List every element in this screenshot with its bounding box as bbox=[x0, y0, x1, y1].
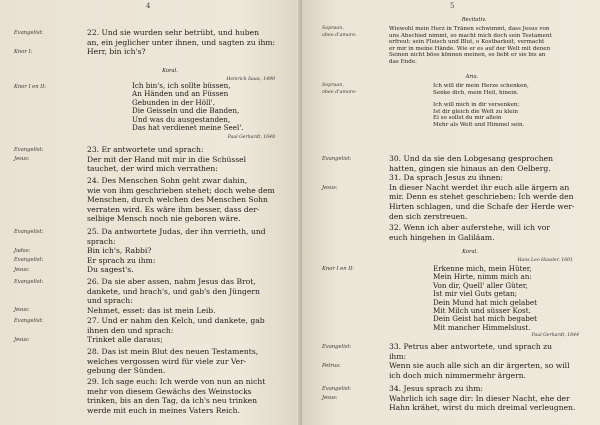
text-line: tauchet, der wird mich verrathen: bbox=[87, 164, 218, 174]
verse-26 bbox=[14, 277, 296, 315]
aria bbox=[322, 83, 596, 129]
text-line: Ei so sollst du mir allein bbox=[433, 115, 502, 122]
text-line: Ich will dir mein Herze schenken, bbox=[433, 83, 529, 89]
verse-22 bbox=[14, 28, 296, 57]
recitative-header: Recitativ. bbox=[461, 17, 487, 23]
text-line: Er sprach zu ihm: bbox=[87, 255, 156, 265]
verse-33 bbox=[322, 342, 598, 380]
text-line: Wahrlich ich sage dir: In dieser Nacht, ehe der bbox=[389, 393, 570, 403]
poem-line: Mit Milch und süsser Kost. bbox=[433, 306, 531, 316]
text-line: 34. Jesus sprach zu ihm: bbox=[389, 384, 483, 393]
text-line: den sich zerstreuen. bbox=[389, 211, 468, 221]
text-line: Seinen nicht böse können meinen, so liebt er sie bis an bbox=[389, 52, 546, 59]
text-line: ihnen den und sprach: bbox=[87, 325, 174, 335]
speaker-label: Jesus: bbox=[14, 267, 30, 273]
speaker-label: Jesus: bbox=[322, 185, 338, 191]
speaker-label: Evangelist: bbox=[322, 156, 352, 162]
text-line: Senke dich, mein Heil, hinein. bbox=[433, 89, 519, 96]
speaker-label: Evangelist: bbox=[14, 229, 44, 235]
poem-line: Die Geisseln und die Banden, bbox=[132, 106, 240, 116]
text-line: Ich will mich in dir versenken; bbox=[433, 102, 520, 109]
composer-attribution: Heinrich Isaac, 1490 bbox=[226, 77, 275, 82]
verse-30-31 bbox=[322, 154, 598, 221]
text-line: 31. Da sprach Jesus zu ihnen: bbox=[389, 173, 504, 183]
right-page bbox=[302, 0, 600, 425]
speaker-label: Petrus: bbox=[322, 363, 341, 369]
speaker-label: Evangelist: bbox=[14, 279, 44, 285]
text-line: an, ein jeglicher unter ihnen, und sagten zu ihm: bbox=[87, 37, 276, 47]
poem-line: Mit mancher Himmelslust. bbox=[433, 322, 531, 332]
text-line: Der mit der Hand mit mir in die Schüssel bbox=[87, 154, 247, 164]
text-line: erfreut: sein Fleisch und Blut, o Kostbarkeit, vermacht bbox=[389, 39, 545, 46]
poet-attribution: Paul Gerhardt, 1648 bbox=[227, 135, 275, 140]
poem-line: Erkenne mich, mein Hüter, bbox=[433, 264, 532, 273]
text-line: 24. Des Menschen Sohn geht zwar dahin, bbox=[87, 176, 248, 185]
speaker-label: Judas: bbox=[14, 248, 31, 254]
verse-27 bbox=[14, 316, 296, 345]
text-line: das Ende. bbox=[389, 58, 417, 65]
poem-line: Dein Mund hat mich gelabet bbox=[433, 297, 538, 307]
speaker-label: Knor I en II: bbox=[322, 266, 355, 272]
text-line: Menschen, durch welchen des Menschen Sohn bbox=[87, 195, 268, 205]
speaker-label: Evangelist: bbox=[322, 344, 352, 350]
speaker-label: Sopraan, bbox=[322, 83, 344, 88]
speaker-label: Evangelist: bbox=[14, 318, 44, 324]
verse-25 bbox=[14, 227, 296, 275]
text-line: 32. Wenn ich aber auferstehe, will ich vor bbox=[389, 223, 550, 232]
speaker-label: Jesus: bbox=[14, 337, 30, 343]
speaker-label: Evangelist: bbox=[14, 147, 44, 153]
text-line: hatten, gingen sie hinaus an den Oelberg. bbox=[389, 163, 551, 173]
speaker-label: Jesus: bbox=[14, 307, 30, 313]
text-line: ihm: bbox=[389, 351, 407, 361]
text-line: Wiewohl mein Herz in Tränen schwimmt, dass Jesus von bbox=[389, 26, 550, 32]
choral-header: Koral. bbox=[462, 249, 478, 255]
speaker-label: Evangelist: bbox=[14, 257, 44, 263]
verse-24 bbox=[87, 176, 297, 224]
text-line: Herr, bin ich's? bbox=[87, 47, 146, 57]
text-line: dankete, und brach's, und gab's den Jüngern bbox=[87, 286, 260, 296]
poet-attribution: Paul Gerhardt, 1644 bbox=[531, 333, 579, 338]
page-number: 4 bbox=[146, 2, 151, 10]
text-line: uns Abschied nimmt, so macht mich doch sein Testament bbox=[389, 32, 552, 39]
text-line: Ist dir gleich die Welt zu klein bbox=[433, 108, 518, 115]
text-line: 27. Und er nahm den Kelch, und dankete, gab bbox=[87, 316, 265, 325]
text-line: er mir in meine Hände. Wie er es auf der Welt mit denen bbox=[389, 45, 551, 52]
text-line: 30. Und da sie den Lobgesang gesprochen bbox=[389, 154, 554, 163]
text-line: Hirten schlagen, und die Schafe der Herde wer- bbox=[389, 201, 575, 211]
text-line: 29. Ich sage euch: Ich werde von nun an nicht bbox=[87, 377, 266, 386]
speaker-label: Sopraan, bbox=[322, 26, 344, 31]
text-line: 33. Petrus aber antwortete, und sprach zu bbox=[389, 342, 553, 351]
poem-line: Ist mir viel Guts getan; bbox=[433, 289, 518, 299]
poem-line: Von dir, Quell' aller Güter, bbox=[433, 280, 528, 290]
verse-23 bbox=[14, 145, 296, 174]
poem-line: Gebunden in der Höll'. bbox=[132, 97, 215, 107]
speaker-label: Jesus: bbox=[322, 395, 338, 401]
text-line: Mehr als Welt und Himmel sein. bbox=[433, 121, 525, 128]
text-line: Trinket alle daraus; bbox=[87, 335, 163, 345]
text-line: selbige Mensch noch nie geboren wäre. bbox=[87, 214, 241, 224]
text-line: mehr von diesem Gewächs des Weinstocks bbox=[87, 386, 252, 396]
text-line: In dieser Nacht werdet ihr euch alle ärgern an bbox=[389, 182, 570, 192]
text-line: 26. Da sie aber assen, nahm Jesus das Brot, bbox=[87, 277, 256, 286]
choral-2 bbox=[322, 265, 598, 332]
speaker-label: obeo d'amore: bbox=[322, 90, 357, 95]
speaker-label: Knor I: bbox=[14, 49, 33, 55]
poem-line: Mein Hirte, nimm mich an: bbox=[433, 272, 532, 282]
text-line: Hahn krähet, wirst du mich dreimal verleugnen. bbox=[389, 403, 576, 413]
recitative bbox=[322, 26, 596, 66]
poem-line: An Händen und an Füssen bbox=[132, 89, 229, 99]
speaker-label: Jesus: bbox=[14, 156, 30, 162]
choral-header: Koral. bbox=[162, 68, 178, 74]
text-line: 25. Da antwortete Judas, der ihn verrieth, und bbox=[87, 227, 266, 236]
page-number: 5 bbox=[450, 2, 455, 10]
text-line: sprach: bbox=[87, 236, 116, 246]
poem-line: Und was du ausgestanden, bbox=[132, 114, 231, 124]
text-line: verraten wird. Es wäre ihm besser, dass der- bbox=[87, 204, 260, 214]
verse-29 bbox=[87, 377, 297, 415]
text-line: Nehmet, esset: das ist mein Leib. bbox=[87, 305, 216, 315]
speaker-label: Knor I en II: bbox=[14, 84, 47, 90]
text-line: Du sagest's. bbox=[87, 265, 134, 275]
text-line: ich doch mich nimmermehr ärgern. bbox=[389, 370, 527, 380]
poem-line: Das hat verdienet meine Seel'. bbox=[132, 123, 244, 133]
poem-line: Dein Geist hat mich begabet bbox=[433, 314, 538, 324]
speaker-label: obeo d'amore: bbox=[322, 33, 357, 38]
text-line: mir. Denn es stehet geschrieben: Ich werde den bbox=[389, 192, 574, 202]
verse-28 bbox=[87, 347, 297, 376]
verse-32 bbox=[389, 223, 599, 242]
text-line: euch hingehen in Galiläam. bbox=[389, 232, 495, 242]
composer-attribution: Hans Leo Hassler, 1601 bbox=[517, 258, 573, 263]
text-line: 22. Und sie wurden sehr betrübt, und huben bbox=[87, 28, 260, 37]
text-line: 23. Er antwortete und sprach: bbox=[87, 145, 204, 154]
text-line: und sprach: bbox=[87, 296, 133, 306]
text-line: Wenn sie auch alle sich an dir ärgerten, so will bbox=[389, 361, 570, 371]
verse-34 bbox=[322, 384, 598, 413]
text-line: gebung der Sünden. bbox=[87, 366, 166, 376]
speaker-label: Evangelist: bbox=[322, 386, 352, 392]
poem-line: Ich bin's, ich sollte büssen, bbox=[132, 81, 231, 90]
text-line: werde mit euch in meines Vaters Reich. bbox=[87, 405, 240, 415]
text-line: wie von ihm geschrieben stehet; doch wehe dem bbox=[87, 185, 275, 195]
choral-1 bbox=[14, 82, 294, 132]
text-line: trinken, bis an den Tag, da ich's neu trinken bbox=[87, 396, 258, 406]
text-line: Bin ich's, Rabbi? bbox=[87, 246, 152, 256]
text-line: 28. Das ist mein Blut des neuen Testaments, bbox=[87, 347, 259, 356]
aria-header: Aria. bbox=[465, 74, 479, 80]
speaker-label: Evangelist: bbox=[14, 30, 44, 36]
text-line: welches vergossen wird für viele zur Ver- bbox=[87, 356, 247, 366]
